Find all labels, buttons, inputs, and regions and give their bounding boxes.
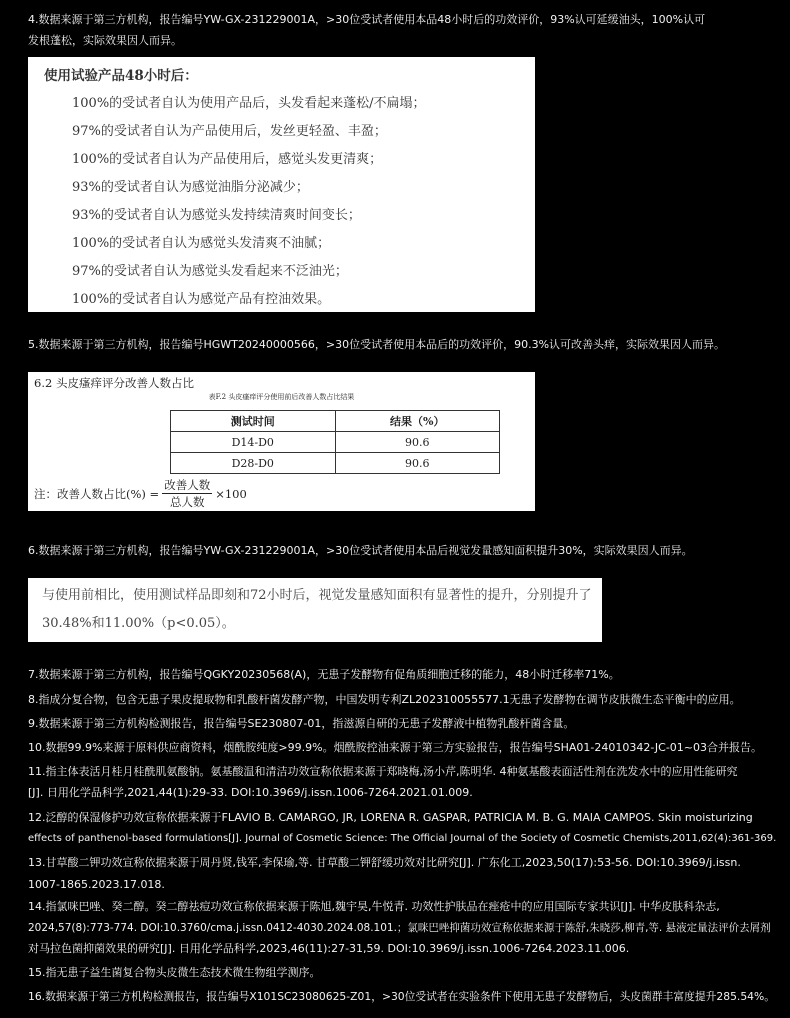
cell-time: D14-D0 [171,432,336,453]
footnote-16: 16.数据来源于第三方机构检测报告，报告编号X101SC23080625-Z01，>30位受试者在实验条件下使用无患子发酵物后，头皮菌群丰富度提升285.54%。 [28,990,775,1003]
cell-time: D28-D0 [171,453,336,474]
footnote-4-line1: 4.数据来源于第三方机构，报告编号YW-GX-231229001A，>30位受试者使用本品48小时后的功效评价，93%认可延缓油头，100%认可 [28,13,706,26]
volume-result-image [28,578,602,642]
footnote-8: 8.指成分复合物，包含无患子果皮提取物和乳酸杆菌发酵产物，中国发明专利ZL202310055577.1无患子发酵物在调节皮肤微生态平衡中的应用。 [28,693,741,706]
footnote-5: 5.数据来源于第三方机构，报告编号HGWT20240000566，>30位受试者使用本品后的功效评价，90.3%认可改善头痒，实际效果因人而异。 [28,338,726,351]
formula-fraction [162,477,212,510]
footnote-11-line1: 11.指主体表活月桂月桂酰肌氨酸钠。氨基酸温和清洁功效宣称依据来源于郑晓梅,汤小芹,陈明华. 4种氨基酸表面活性剂在洗发水中的应用性能研究 [28,765,738,778]
footnote-14-line2: 2024,57(8):773-774. DOI:10.3760/cma.j.issn.0412-4030.2024.08.101.；氯咪巴唑抑菌功效宣称依据来源于陈舒,朱晓莎,柳青,等. 悬液定量法评价去屑剂 [28,922,771,934]
formula-numerator: 改善人数 [164,478,211,492]
table-row [171,432,500,453]
table-row [171,453,500,474]
results-table [170,410,500,474]
section-caption: 6.2 头皮瘙痒评分改善人数占比 [34,376,194,390]
cell-result: 90.6 [335,453,500,474]
footnote-11-line2: [J]. 日用化学品科学,2021,44(1):29-33. DOI:10.3969/j.issn.1006-7264.2021.01.009. [28,786,473,799]
cell-result: 90.6 [335,432,500,453]
footnote-12-line1: 12.泛醇的保湿修护功效宣称依据来源于FLAVIO B. CAMARGO, JR, LORENA R. GASPAR, PATRICIA M. B. G. MAIA CAMPOS. Skin moisturizing [28,811,753,824]
footnote-4-line2: 发根蓬松，实际效果因人而异。 [28,34,182,47]
footnote-10: 10.数据99.9%来源于原料供应商资料，烟酰胺纯度>99.9%。烟酰胺控油来源于第三方实验报告，报告编号SHA01-24010342-JC-01~03合并报告。 [28,741,763,754]
test-result-line: 93%的受试者自认为感觉头发持续清爽时间变长； [72,208,361,223]
itch-improvement-image [28,372,535,511]
test-result-line: 100%的受试者自认为感觉头发清爽不油腻； [72,236,331,251]
footnote-12-line2: effects of panthenol-based formulations[J]. Journal of Cosmetic Science: The Official Journal of the Society of Cosmetic Chemists,2011,62(4):361-369. [28,833,777,844]
footnote-7: 7.数据来源于第三方机构，报告编号QGKY20230568(A)，无患子发酵物有促角质细胞迁移的能力，48小时迁移率71%。 [28,668,620,681]
footnote-13-line1: 13.甘草酸二钾功效宣称依据来源于周丹贤,钱军,李保瑜,等. 甘草酸二钾舒缓功效对比研究[J]. 广东化工,2023,50(17):53-56. DOI:10.3969/j.issn. [28,856,741,869]
footnote-15: 15.指无患子益生菌复合物头皮微生态技术微生物组学测序。 [28,966,321,979]
table-header-row [171,411,500,432]
test-result-line: 97%的受试者自认为感觉头发看起来不泛油光； [72,264,348,279]
test-result-line: 100%的受试者自认为产品使用后，感觉头发更清爽； [72,152,383,167]
test-results-image [28,57,535,312]
col-header-result: 结果（%） [335,411,500,432]
formula-denominator: 总人数 [169,495,205,509]
test-result-line: 100%的受试者自认为使用产品后，头发看起来蓬松/不扁塌； [72,96,426,111]
test-result-line: 100%的受试者自认为感觉产品有控油效果。 [72,292,331,307]
volume-result-text: 与使用前相比，使用测试样品即刻和72小时后，视觉发量感知面积有显著性的提升，分别提升了30.48%和11.00%（p<0.05）。 [42,588,592,631]
formula-multiplier: ×100 [215,486,247,501]
footnote-14-line1: 14.指氯咪巴唑、癸二醇。癸二醇祛痘功效宣称依据来源于陈旭,魏宇昊,牛悦青. 功效性护肤品在痤疮中的应用国际专家共识[J]. 中华皮肤科杂志, [28,900,720,913]
col-header-time: 测试时间 [171,411,336,432]
footnote-6: 6.数据来源于第三方机构，报告编号YW-GX-231229001A，>30位受试者使用本品后视觉发量感知面积提升30%，实际效果因人而异。 [28,544,693,557]
test-result-line: 97%的受试者自认为产品使用后，发丝更轻盈、丰盈； [72,124,387,139]
formula-note [34,477,247,510]
test-results-heading: 使用试验产品48小时后： [44,68,198,84]
footnote-9: 9.数据来源于第三方机构检测报告，报告编号SE230807-01，指滋源自研的无患子发酵液中植物乳酸杆菌含量。 [28,717,575,730]
footnote-13-line2: 1007-1865.2023.17.018. [28,878,165,891]
table-title: 表F.2 头皮瘙痒评分使用前后改善人数占比结果 [208,393,355,401]
formula-label: 注：改善人数占比(%) = [34,486,160,501]
footnote-14-line3: 对马拉色菌抑菌效果的研究[J]. 日用化学品科学,2023,46(11):27-31,59. DOI:10.3969/j.issn.1006-7264.2023.11.006. [28,942,630,955]
test-result-line: 93%的受试者自认为感觉油脂分泌减少； [72,180,309,195]
